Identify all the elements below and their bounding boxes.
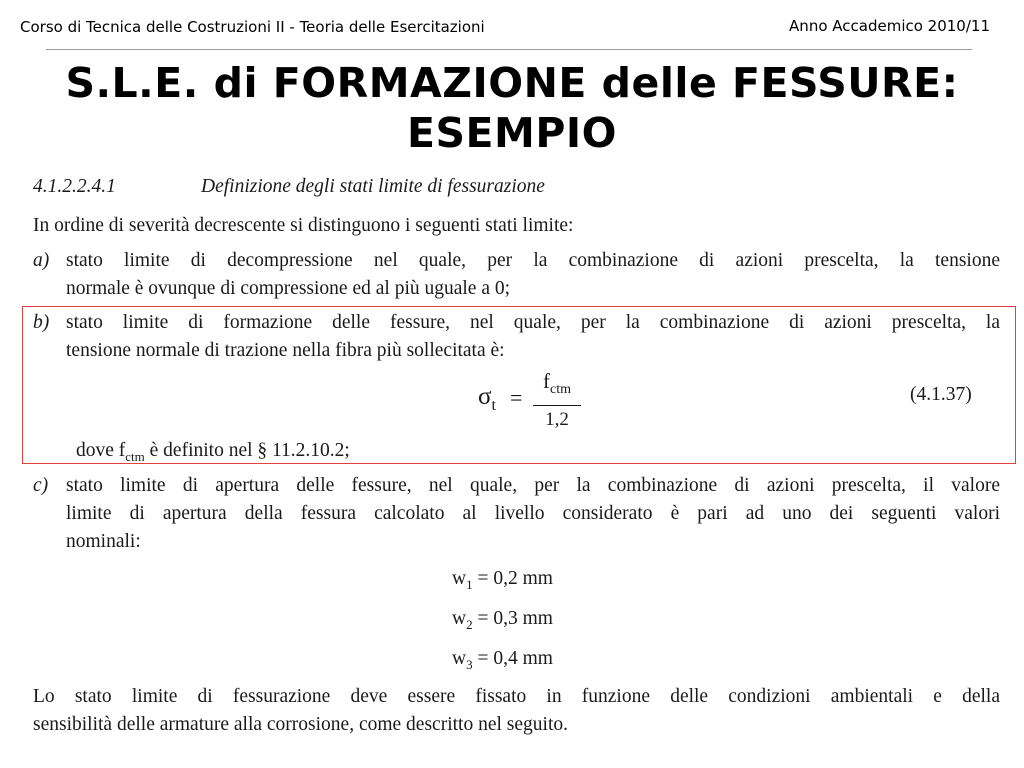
w2-symbol: w — [452, 608, 467, 629]
final-line1: Lo stato limite di fessurazione deve essere fissato in funzione delle condizioni ambientali e della — [33, 686, 1000, 707]
item-a-line2: normale è ovunque di compressione ed al più uguale a 0; — [66, 278, 511, 299]
academic-year: Anno Accademico 2010/11 — [789, 17, 990, 35]
note-subscript: ctm — [125, 448, 145, 464]
item-c-label: c) — [33, 475, 49, 496]
formula-sigma: σ — [478, 383, 492, 410]
final-line2: sensibilità delle armature alla corrosione, come descritto nel seguito. — [33, 714, 568, 735]
item-a-line1: stato limite di decompressione nel quale, per la combinazione di azioni prescelta, la tensione — [66, 250, 1000, 271]
crack-width-w3 — [452, 648, 553, 673]
note-suffix: è definito nel § 11.2.10.2; — [144, 440, 350, 461]
intro-text: In ordine di severità decrescente si distinguono i seguenti stati limite: — [33, 215, 574, 236]
item-c-line2: limite di apertura della fessura calcolato al livello considerato è pari ad uno dei seguenti valori — [66, 503, 1000, 524]
section-title: Definizione degli stati limite di fessurazione — [201, 176, 545, 197]
fraction-bar — [533, 405, 581, 406]
w1-symbol: w — [452, 568, 467, 589]
formula-fraction — [533, 368, 581, 432]
item-b-label: b) — [33, 312, 50, 333]
section-number: 4.1.2.2.4.1 — [33, 176, 116, 197]
w2-index: 2 — [466, 616, 473, 632]
formula-sigma-subscript: t — [491, 397, 496, 414]
equation-number: (4.1.37) — [910, 384, 972, 405]
formula-lhs — [478, 383, 496, 415]
item-c-line3: nominali: — [66, 531, 141, 552]
formula-numerator-symbol: f — [543, 369, 550, 393]
formula-numerator-subscript: ctm — [550, 382, 571, 398]
formula-equals: = — [510, 385, 523, 410]
w3-symbol: w — [452, 648, 467, 669]
course-header: Corso di Tecnica delle Costruzioni II - Teoria delle Esercitazioni — [20, 18, 485, 36]
item-b-line1: stato limite di formazione delle fessure, nel quale, per la combinazione di azioni prescelta, la — [66, 312, 1000, 333]
w3-value: = 0,4 mm — [472, 648, 553, 669]
note-prefix: dove f — [76, 440, 126, 461]
item-b-note — [76, 440, 350, 465]
w1-value: = 0,2 mm — [472, 568, 553, 589]
item-a-label: a) — [33, 250, 50, 271]
crack-width-w1 — [452, 568, 553, 593]
crack-width-w2 — [452, 608, 553, 633]
formula-denominator: 1,2 — [545, 409, 569, 431]
w2-value: = 0,3 mm — [472, 608, 553, 629]
item-c-line1: stato limite di apertura delle fessure, nel quale, per la combinazione di azioni prescelta, il valore — [66, 475, 1000, 496]
w3-index: 3 — [466, 656, 473, 672]
slide-title-line1: S.L.E. di FORMAZIONE delle FESSURE: — [65, 59, 959, 107]
formula-numerator — [533, 368, 581, 403]
w1-index: 1 — [466, 576, 473, 592]
item-b-line2: tensione normale di trazione nella fibra più sollecitata è: — [66, 340, 505, 361]
slide-title-line2: ESEMPIO — [406, 109, 617, 157]
